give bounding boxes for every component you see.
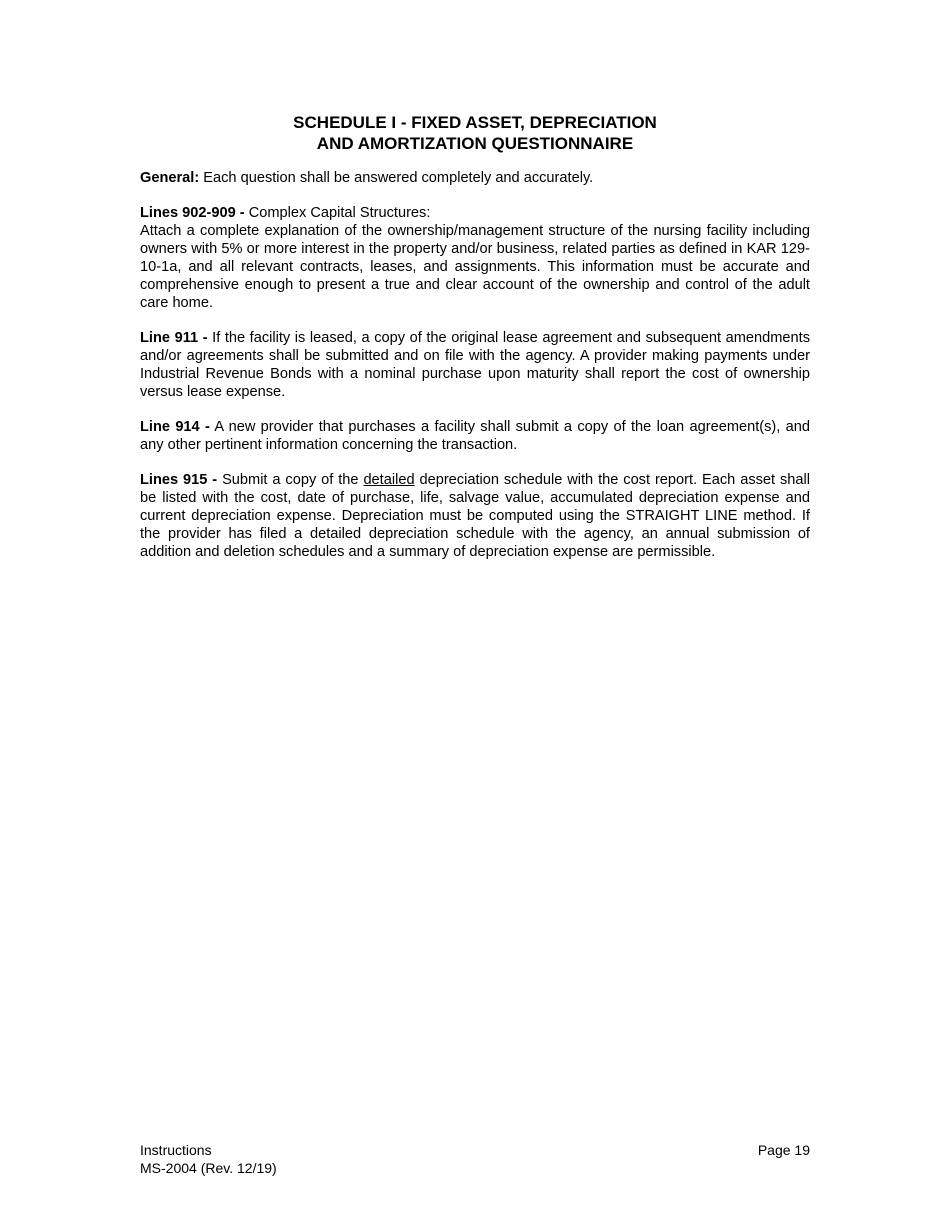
lines-902-909-label: Lines 902-909 -	[140, 205, 245, 221]
title-line-1: SCHEDULE I - FIXED ASSET, DEPRECIATION	[293, 113, 657, 132]
line-915-underlined: detailed	[363, 472, 415, 488]
lines-902-909-paragraph	[140, 204, 810, 312]
line-914-label: Line 914 -	[140, 419, 210, 435]
lines-902-909-text: Attach a complete explanation of the ownership/management structure of the nursing facility including owners with 5% or more interest in the property and/or business, related parties as defined in KAR 129-10-1a, and all relevant contracts, leases, and assignments. This information must be accurate and comprehensive enough to present a true and clear account of the ownership and control of the adult care home.	[140, 223, 810, 311]
line-911-label: Line 911 -	[140, 330, 208, 346]
page-title	[0, 112, 950, 154]
general-paragraph	[140, 169, 810, 187]
title-line-2: AND AMORTIZATION QUESTIONNAIRE	[316, 134, 634, 153]
lines-902-909-heading: Complex Capital Structures:	[244, 205, 431, 221]
page-number: Page 19	[757, 1142, 810, 1158]
footer-left	[140, 1141, 277, 1177]
line-915-text-before: Submit a copy of the	[217, 472, 364, 488]
general-text: Each question shall be answered completely and accurately.	[199, 170, 594, 186]
line-915-label: Lines 915 -	[140, 472, 218, 488]
line-911-paragraph	[140, 329, 810, 401]
line-915-text-after: depreciation schedule with the cost report. Each asset shall be listed with the cost, date of purchase, life, salvage value, accumulated depreciation expense and current depreciation expense. Depreciation must be computed using the STRAIGHT LINE method. If the provider has filed a detailed depreciation schedule with the agency, an annual submission of addition and deletion schedules and a summary of depreciation expense are permissible.	[140, 472, 811, 560]
line-911-text: If the facility is leased, a copy of the original lease agreement and subsequent amendments and/or agreements shall be submitted and on file with the agency. A provider making payments under Industrial Revenue Bonds with a nominal purchase upon maturity shall report the cost of ownership versus lease expense.	[140, 330, 810, 400]
document-body	[140, 169, 810, 578]
footer-form-number: MS-2004 (Rev. 12/19)	[140, 1160, 277, 1176]
line-914-paragraph	[140, 418, 810, 454]
line-914-text: A new provider that purchases a facility shall submit a copy of the loan agreement(s), and any other pertinent information concerning the transaction.	[140, 419, 810, 453]
general-label: General:	[140, 170, 200, 186]
footer-instructions: Instructions	[140, 1142, 212, 1158]
line-915-paragraph	[140, 471, 810, 561]
